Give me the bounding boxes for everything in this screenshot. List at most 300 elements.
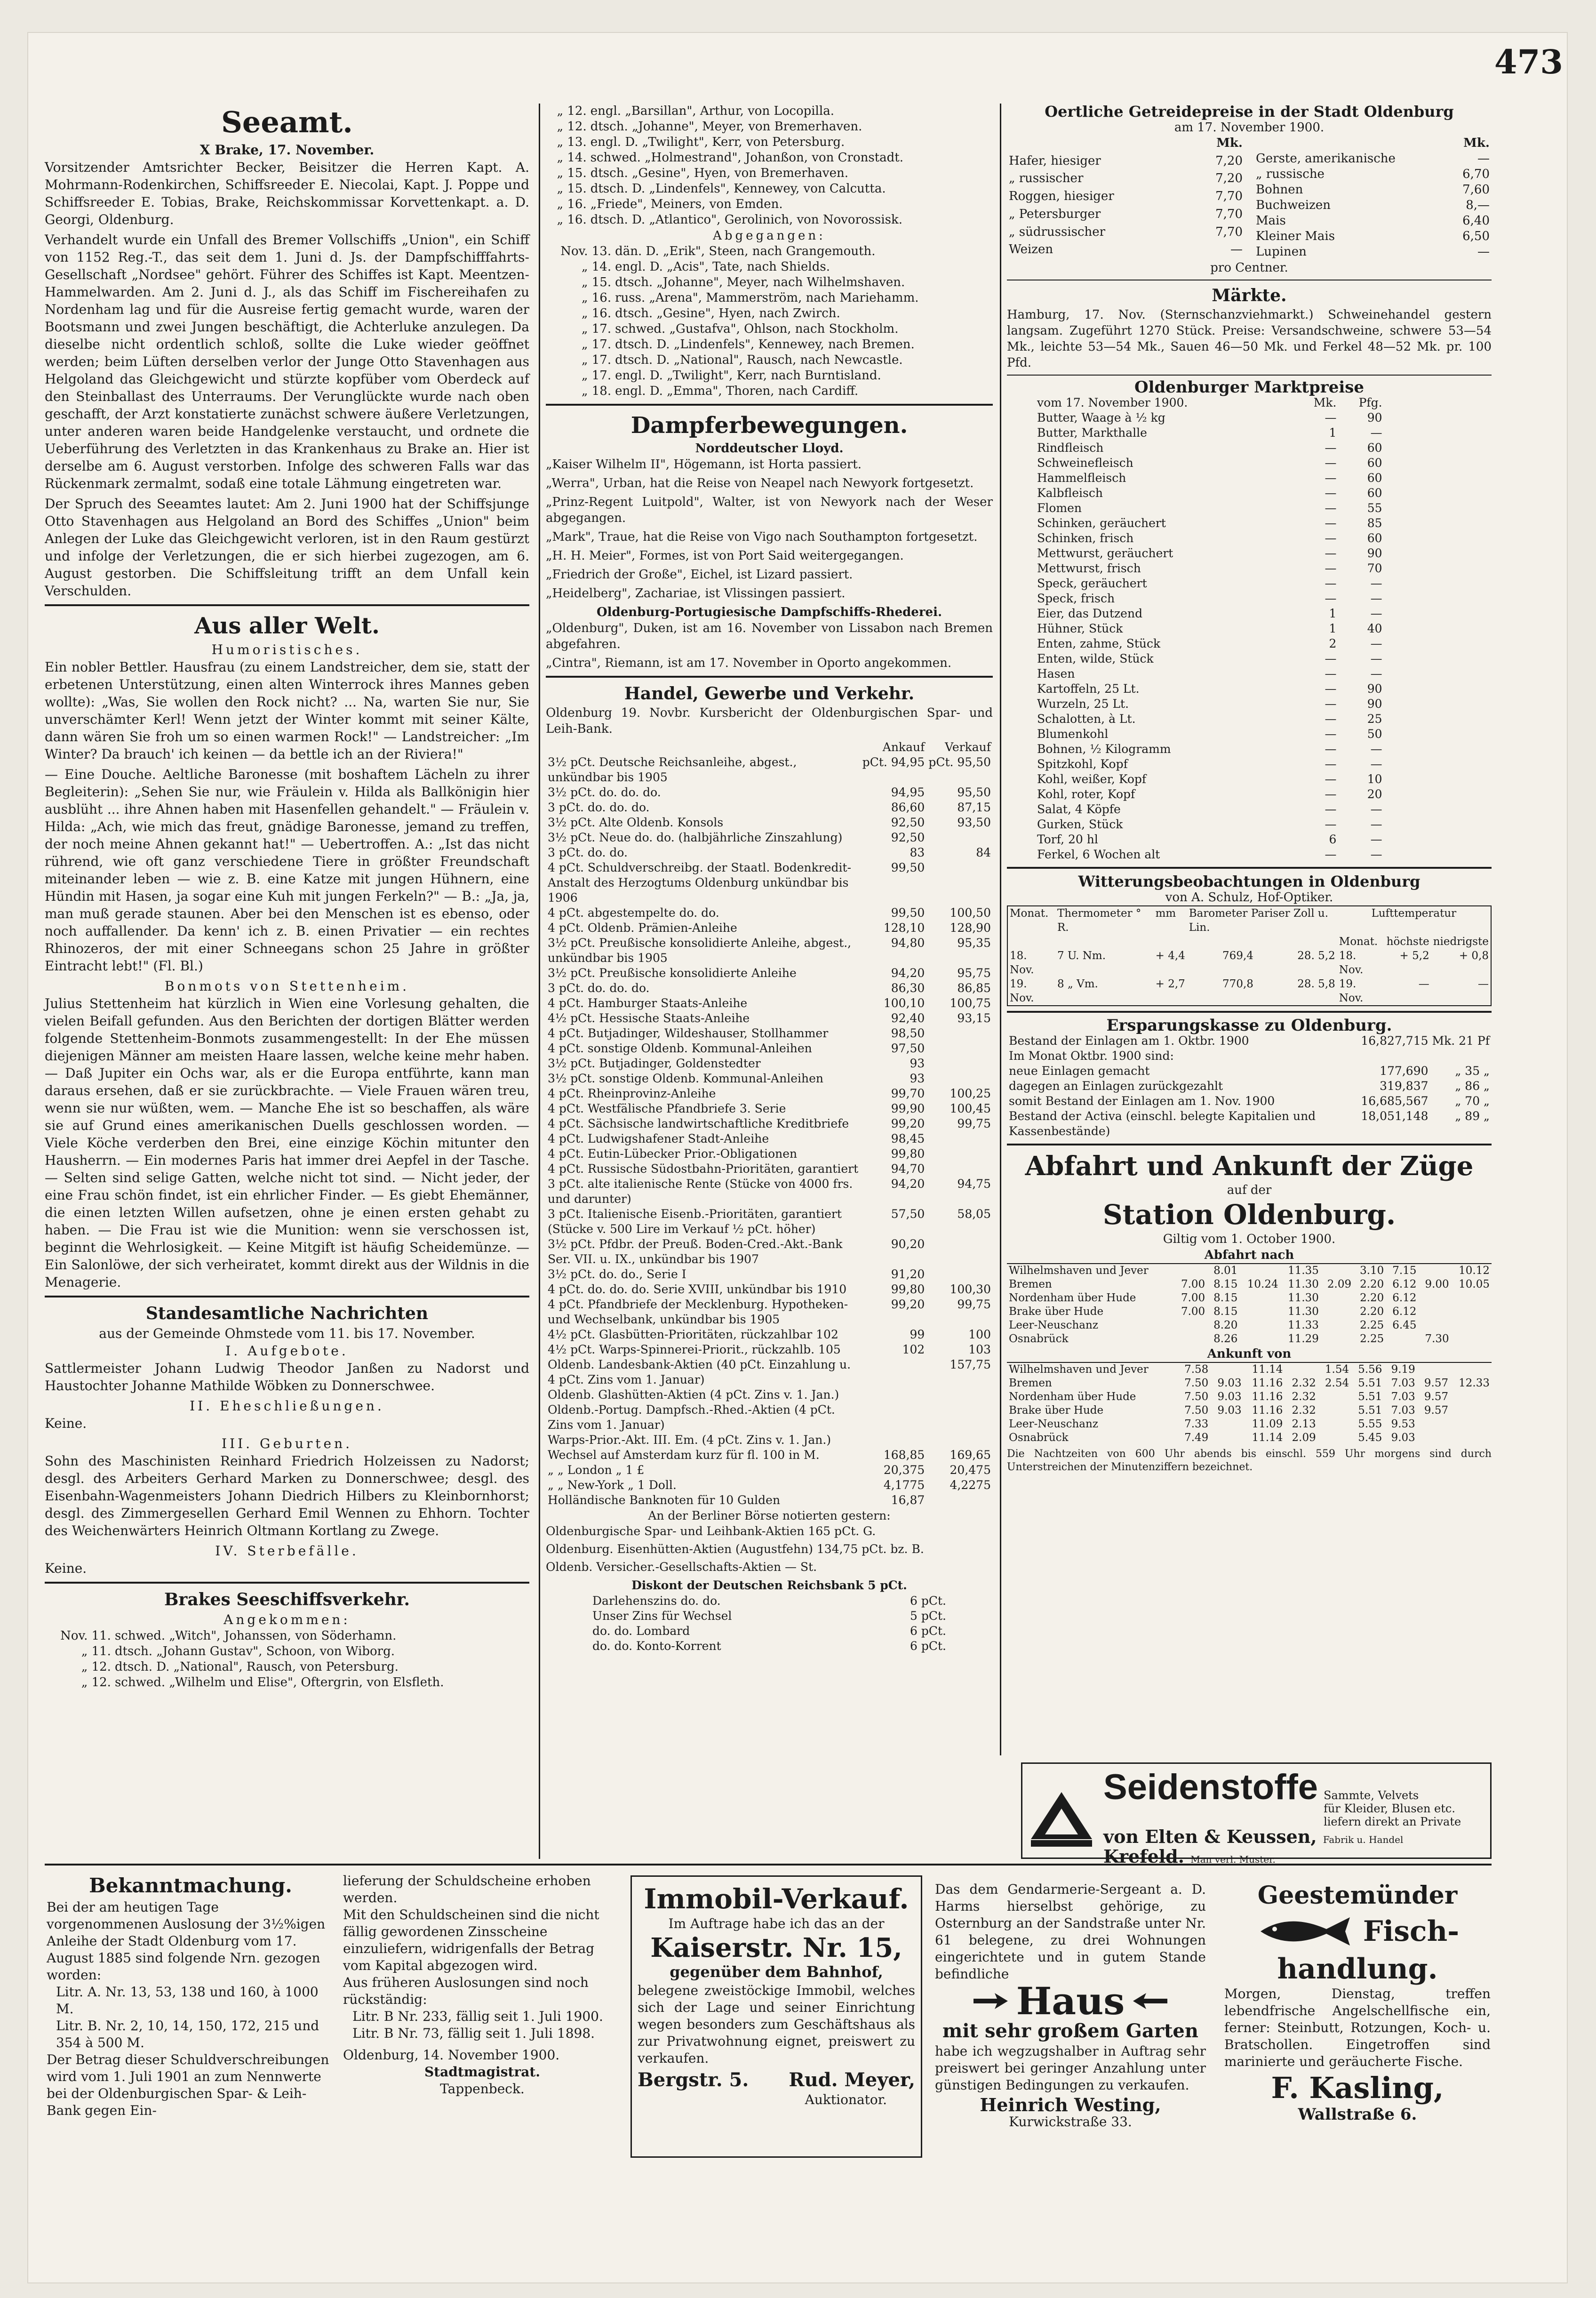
table-cell: Torf, 20 hl — [1037, 833, 1098, 846]
table-cell: — — [1325, 501, 1337, 515]
table-cell — [926, 1433, 993, 1448]
immobil-text2: belegene zweistöckige Immobil, welches sich der Lage und seiner Einrichtung wegen besonders zum Geschäftshaus als zur Privatwohnung eignet, preiswert zu verkaufen. — [638, 1983, 915, 2066]
table-cell: 50 — [1367, 727, 1382, 741]
table-cell: Darlehenszins do. do. — [592, 1594, 721, 1608]
dampfer-item: „Werra", Urban, hat die Reise von Neapel nach Newyork fortgesetzt. — [546, 476, 974, 490]
bekannt2-r1: Litr. B Nr. 233, fällig seit 1. Juli 1900. — [352, 2009, 603, 2024]
table-cell: 7,20 — [1215, 171, 1243, 186]
table-cell: 9.19 — [1391, 1363, 1415, 1376]
table-cell: 5.51 — [1358, 1404, 1382, 1417]
table-cell: 9.03 — [1217, 1391, 1242, 1403]
table-cell: 5.45 — [1358, 1432, 1382, 1444]
kurs-row — [546, 936, 993, 966]
table-cell: 7.03 — [1391, 1377, 1415, 1389]
table-cell: 2.32 — [1292, 1377, 1316, 1389]
kurs-row — [546, 1237, 993, 1267]
table-cell: 3 pCt. do. do. do. — [548, 981, 650, 995]
table-cell: pCt. 95,50 — [928, 755, 991, 769]
ship-entry: schwed. „Witch", Johanssen, von Söderhamn. — [114, 1629, 397, 1643]
table-cell: 99,50 — [891, 906, 925, 920]
table-cell: 16,87 — [891, 1493, 925, 1507]
standesamt-heading: I. Aufgebote. — [225, 1343, 349, 1359]
sparkasse-table — [1007, 1033, 1492, 1139]
table-cell: 18. Nov. — [1010, 950, 1034, 976]
seide-line: liefern direkt an Private — [1324, 1815, 1461, 1828]
table-cell: — — [1370, 577, 1382, 590]
table-cell: dtsch. D. „National", Rausch, nach Newcastle. — [615, 353, 903, 367]
bekannt2-text3: Aus früheren Auslosungen sind noch rückständig: — [343, 1975, 589, 2007]
table-cell: 4 pCt. abgestempelte do. do. — [548, 906, 719, 920]
table-cell: dtsch. D. „Atlantico", Gerolinich, von Novorossisk. — [590, 213, 903, 227]
table-cell: „ südrussischer — [1009, 224, 1106, 239]
table-cell — [926, 1026, 993, 1041]
table-cell: Schalotten, à Lt. — [1037, 712, 1136, 726]
table-cell: 90 — [1367, 682, 1382, 696]
bekanntmachung-continued — [341, 1871, 623, 2167]
getreide-row — [1254, 198, 1492, 213]
table-cell: 98,50 — [891, 1026, 925, 1040]
table-cell: 8.20 — [1213, 1319, 1238, 1331]
table-cell: 93,50 — [957, 816, 991, 829]
marktpreise-table — [1035, 395, 1384, 862]
table-cell: do. do. Lombard — [592, 1624, 690, 1638]
dampfer-item: „Heidelberg", Zachariae, ist Vlissingen passiert. — [546, 586, 846, 601]
ship-row — [546, 166, 993, 181]
table-cell: 7.50 — [1184, 1391, 1209, 1403]
zuege-valid: Giltig vom 1. October 1900. — [1163, 1232, 1336, 1246]
table-cell: „ 18. — [582, 384, 612, 398]
divider — [45, 604, 529, 606]
table-header — [1035, 395, 1384, 410]
immobil-title: Immobil-Verkauf. — [644, 1883, 909, 1915]
col-mk: Mk. — [1313, 396, 1337, 409]
table-cell: 11.33 — [1288, 1319, 1319, 1331]
fish-icon — [1256, 1910, 1359, 1953]
table-cell: 6.12 — [1392, 1305, 1417, 1318]
table-cell: 6,70 — [1462, 167, 1490, 181]
ankunft-label: Ankunft von — [1207, 1347, 1292, 1361]
table-cell: 8.01 — [1213, 1265, 1238, 1277]
ship-row — [546, 337, 993, 352]
table-cell: 99,75 — [957, 1297, 991, 1311]
table-cell: 94,80 — [891, 936, 925, 950]
table-cell: „ „ New-York „ 1 Doll. — [548, 1478, 677, 1492]
kurs-row — [546, 1101, 993, 1116]
table-cell — [1210, 1417, 1243, 1431]
getreide-row — [1254, 151, 1492, 167]
marktpreis-row — [1035, 410, 1384, 425]
table-cell: Mais — [1256, 214, 1286, 228]
table-cell: Hasen — [1037, 667, 1075, 681]
ship-row — [546, 197, 993, 212]
column-rule — [539, 104, 540, 1859]
haus-text: Das dem Gendarmerie-Sergeant a. D. Harms hierselbst gehörige, zu Osternburg an der Sandstraße unter Nr. 61 belegene, zu drei Wohnungen eingerichtete und in gutem Stande befindliche — [935, 1882, 1206, 1982]
table-cell: 97,50 — [891, 1041, 925, 1055]
table-cell: 2.25 — [1360, 1333, 1384, 1345]
getreide-row — [1254, 167, 1492, 182]
table-cell — [1318, 1390, 1351, 1404]
ship-date: „ 12. — [81, 1675, 111, 1689]
table-cell: — — [1325, 577, 1337, 590]
table-cell: 4,1775 — [883, 1478, 925, 1492]
table-cell: Blumenkohl — [1037, 727, 1109, 741]
table-cell: 4½ pCt. Hessische Staats-Anleihe — [548, 1011, 750, 1025]
wetter-head: niedrigste — [1433, 936, 1489, 948]
table-cell: — — [1370, 757, 1382, 771]
table-cell: 90 — [1367, 697, 1382, 711]
table-cell: 9.00 — [1425, 1278, 1449, 1290]
table-cell: 9.03 — [1217, 1377, 1242, 1389]
divider — [546, 676, 993, 678]
kurs-row — [546, 1011, 993, 1026]
table-cell: 25 — [1367, 712, 1382, 726]
table-cell: — — [1325, 817, 1337, 831]
table-cell: — — [1478, 978, 1489, 990]
table-cell: 70 — [1367, 561, 1382, 575]
getreide-row — [1007, 189, 1245, 207]
table-cell: 4 pCt. Westfälische Pfandbriefe 3. Serie — [548, 1102, 786, 1115]
table-cell — [926, 1071, 993, 1086]
marktpreis-row — [1035, 576, 1384, 591]
table-cell: 11.14 — [1252, 1432, 1283, 1444]
table-cell: somit Bestand der Einlagen am 1. Nov. 1900 — [1009, 1094, 1275, 1108]
dampfer-item: „Prinz-Regent Luitpold", Walter, ist von Newyork nach der Weser abgegangen. — [546, 495, 993, 525]
ship-row — [546, 259, 993, 275]
immobil-name: Rud. Meyer, — [789, 2069, 915, 2091]
table-cell: 6,40 — [1462, 214, 1490, 228]
seide-maker: von Elten & Keussen, — [1103, 1826, 1317, 1847]
zuege-sub: auf der — [1227, 1183, 1272, 1197]
table-cell: — — [1325, 652, 1337, 665]
table-cell: 3½ pCt. Preußische konsolidierte Anleihe, abgest., unkündbar bis 1905 — [548, 936, 852, 965]
table-cell — [1359, 1049, 1430, 1064]
table-cell — [1239, 1319, 1280, 1332]
kurs-row — [546, 800, 993, 815]
divider — [1007, 1011, 1492, 1013]
ankunft-table — [1007, 1362, 1492, 1445]
sparkasse-row — [1007, 1033, 1492, 1049]
kurs-row — [546, 981, 993, 996]
table-cell: Brake über Hude — [1009, 1404, 1104, 1417]
table-cell: 10.24 — [1247, 1278, 1278, 1290]
table-cell: 1 — [1329, 426, 1337, 440]
table-cell: „ 16. — [582, 291, 612, 305]
pointing-hand-icon — [971, 1989, 1009, 2013]
getreide-left — [1007, 136, 1245, 260]
fisch-ad — [1219, 1875, 1496, 2158]
boerse-item: Oldenb. Versicher.-Gesellschafts-Aktien — St. — [546, 1560, 817, 1574]
table-cell: 7.00 — [1181, 1292, 1205, 1304]
table-cell: 8.26 — [1213, 1333, 1238, 1345]
table-cell: „ 15. — [582, 275, 612, 289]
table-cell: schwed. „Gustafva", Ohlson, nach Stockholm. — [615, 322, 899, 336]
table-cell: Leer-Neuschanz — [1009, 1418, 1098, 1430]
table-cell: 5.51 — [1358, 1377, 1382, 1389]
table-cell: 18,051,148 — [1361, 1109, 1428, 1123]
table-cell: 4 pCt. Butjadinger, Wildeshauser, Stollhammer — [548, 1026, 829, 1040]
dampfer-sub: Norddeutscher Lloyd. — [695, 441, 844, 456]
table-cell — [1318, 1417, 1351, 1431]
table-cell: 4½ pCt. Glasbütten-Prioritäten, rückzahlbar 102 — [548, 1328, 838, 1341]
seide-city: Krefeld. — [1103, 1846, 1184, 1867]
table-cell: 6.12 — [1392, 1278, 1417, 1290]
table-cell: 92,40 — [891, 1011, 925, 1025]
wetter-head: Thermometer ° R. — [1057, 907, 1141, 934]
table-cell: 10.12 — [1459, 1265, 1490, 1277]
table-cell — [1451, 1332, 1492, 1346]
table-cell: — — [1370, 426, 1382, 440]
table-cell: 95,75 — [957, 966, 991, 980]
table-cell: 1 — [1329, 607, 1337, 620]
table-cell: 8 „ Vm. — [1057, 978, 1098, 990]
table-cell: — — [1325, 561, 1337, 575]
table-cell: „ 12. — [557, 120, 587, 134]
table-cell — [1450, 1404, 1492, 1417]
zuege-title: Abfahrt und Ankunft der Züge — [1025, 1151, 1474, 1182]
table-cell: 90 — [1367, 411, 1382, 424]
ship-entry: dtsch. D. „National", Rausch, von Petersburg. — [114, 1660, 399, 1674]
table-cell: engl. D. „Acis", Tate, nach Shields. — [615, 260, 830, 274]
table-cell: Osnabrück — [1009, 1432, 1069, 1444]
kurs-row — [546, 1402, 993, 1433]
ship-entry: schwed. „Wilhelm und Elise", Oftergrin, von Elsfleth. — [114, 1675, 444, 1689]
diskont-row — [591, 1609, 948, 1624]
table-cell: Bohnen, ½ Kilogramm — [1037, 742, 1171, 756]
standesamt-heading: II. Eheschließungen. — [190, 1398, 384, 1414]
bottom-rule — [45, 1864, 1492, 1866]
table-cell — [1450, 1431, 1492, 1445]
bekannt2-text2: Mit den Schuldscheinen sind die nicht fällig gewordenen Zinsscheine einzuliefern, widrigenfalls der Betrag vom Kapital abgezogen wird. — [343, 1907, 599, 1973]
table-cell — [1417, 1417, 1450, 1431]
getreide-row — [1254, 229, 1492, 244]
standesamt-intro: aus der Gemeinde Ohmstede vom 11. bis 17. November. — [99, 1326, 475, 1341]
kurs-row — [546, 755, 993, 785]
seidenstoffe-ad — [1021, 1762, 1492, 1867]
table-cell: „ 13. — [557, 135, 587, 149]
table-cell: neue Einlagen gemacht — [1009, 1064, 1150, 1078]
kurs-row — [546, 1041, 993, 1056]
aus-aller-welt-title: Aus aller Welt. — [194, 613, 380, 639]
table-cell: — — [1325, 471, 1337, 485]
table-cell: Hammelfleisch — [1037, 471, 1126, 485]
table-cell: Unser Zins für Wechsel — [592, 1609, 732, 1623]
table-cell — [1451, 1291, 1492, 1305]
table-cell: — — [1325, 486, 1337, 500]
table-cell: 11.16 — [1252, 1377, 1283, 1389]
table-cell: 3½ pCt. Preußische konsolidierte Anleihe — [548, 966, 797, 980]
table-cell — [1239, 1332, 1280, 1346]
table-cell: „ 35 „ — [1455, 1064, 1490, 1078]
table-cell: 2.20 — [1360, 1278, 1384, 1290]
table-cell — [1174, 1332, 1207, 1346]
table-cell: 2.09 — [1292, 1432, 1316, 1444]
bonmots-paragraph: Julius Stettenheim hat kürzlich in Wien eine Vorlesung gehalten, die vielen Beifall gefunden. Aus den Berichten der dortigen Blätter werden folgende Stettenheim-Bonmots zusammengestellt: In der Ehe müssen diejenigen Männer am meisten Haare lassen, welche keine mehr haben. — Daß Jupiter ein Ochs war, als er die Europa entführte, kann man daraus ersehen, daß er sie zurückbrachte. — Viele Frauen wären treu, wenn sie nur wüßten, wem. — Manche Ehe ist so beschaffen, als wäre sie auf Grund eines amerikanischen Duells geschlossen worden. — Viele Köche verderben den Brei, eine einzige Köchin mitunter den Hausherrn. — Ein modernes Paris hat immer drei Aepfel in der Tasche. — Selten sind selige Gatten, welche nicht tot sind. — Nicht jeder, der eine Frau schön findet, ist ein ehrlicher Finder. — Es giebt Ehemänner, die einen letzten Willen aufsetzen, ohne je einen ersten gehabt zu haben. — Die Frau ist wie die Munition: wenn sie verschossen ist, beginnt die Wehrlosigkeit. — Keine Mitgift ist häufig Scheidemünze. — Ein Salonlöwe, der sich verheiratet, kommt direkt aus der Wildnis in die Menagerie. — [45, 996, 529, 1290]
table-cell: Im Monat Oktbr. 1900 sind: — [1009, 1049, 1174, 1063]
col-buy: Ankauf — [882, 740, 925, 754]
table-cell: + 4,4 — [1155, 950, 1185, 962]
wetter-head: höchste — [1386, 936, 1429, 948]
table-cell: 92,50 — [891, 831, 925, 844]
kurs-row — [546, 1131, 993, 1146]
table-cell: 10 — [1367, 772, 1382, 786]
immobil-text: Im Auftrage habe ich das an der — [668, 1916, 885, 1931]
table-cell: 40 — [1367, 622, 1382, 635]
table-cell: — — [1477, 245, 1490, 259]
divider — [45, 1296, 529, 1297]
marktpreis-row — [1035, 712, 1384, 727]
ship-entry: dtsch. „Johann Gustav", Schoon, von Wiborg. — [114, 1644, 395, 1658]
seide-brand: Seidenstoffe — [1103, 1767, 1318, 1807]
table-cell: 20,475 — [950, 1463, 991, 1477]
train-row — [1007, 1278, 1492, 1291]
table-cell: „ russischer — [1009, 171, 1084, 186]
table-cell: 1.54 — [1325, 1363, 1349, 1376]
table-cell: 6 pCt. — [910, 1624, 946, 1638]
table-cell: 100,75 — [950, 996, 991, 1010]
getreide-row — [1007, 171, 1245, 189]
table-cell: Schinken, frisch — [1037, 531, 1134, 545]
table-cell: 90 — [1367, 546, 1382, 560]
table-cell — [1418, 1319, 1451, 1332]
table-cell: 769,4 — [1222, 950, 1253, 962]
table-cell — [926, 1237, 993, 1267]
diskont-row — [591, 1624, 948, 1639]
table-cell: 28. 5,2 — [1297, 950, 1335, 962]
table-cell: — — [1418, 978, 1429, 990]
table-cell: Flomen — [1037, 501, 1082, 515]
table-cell: Wilhelmshaven und Jever — [1009, 1363, 1149, 1376]
table-cell — [1210, 1362, 1243, 1377]
table-cell: + 5,2 — [1399, 950, 1429, 962]
immobil-ad — [630, 1875, 922, 2158]
diskont-title: Diskont der Deutschen Reichsbank 5 pCt. — [631, 1578, 907, 1592]
kurs-row — [546, 1086, 993, 1101]
table-cell: Hühner, Stück — [1037, 622, 1123, 635]
table-cell: Nordenham über Hude — [1009, 1391, 1136, 1403]
table-cell: 3 pCt. alte italienische Rente (Stücke von 4000 frs. und darunter) — [548, 1177, 853, 1206]
table-cell: 2.54 — [1325, 1377, 1349, 1389]
marktpreis-row — [1035, 666, 1384, 681]
table-cell: 11.14 — [1252, 1363, 1283, 1376]
table-cell — [926, 830, 993, 845]
table-cell: Kalbfleisch — [1037, 486, 1103, 500]
table-cell: 19. Nov. — [1010, 978, 1034, 1004]
table-cell: Weizen — [1009, 242, 1053, 257]
table-cell: 103 — [968, 1343, 991, 1356]
seide-small: Fabrik u. Handel — [1323, 1834, 1404, 1845]
boerse-title: An der Berliner Börse notierten gestern: — [648, 1509, 891, 1522]
kurs-row — [546, 860, 993, 905]
ship-row — [546, 150, 993, 166]
sparkasse-row — [1007, 1109, 1492, 1139]
table-cell: — — [1370, 833, 1382, 846]
standesamt-text: Sattlermeister Johann Ludwig Theodor Janßen zu Nadorst und Haustochter Johanne Mathilde Wöbken zu Donnerschwee. — [45, 1361, 529, 1393]
table-cell: — — [1370, 652, 1382, 665]
marktpreis-row — [1035, 787, 1384, 802]
marktpreise-date: vom 17. November 1900. — [1037, 396, 1188, 409]
table-cell — [1321, 1291, 1353, 1305]
ship-row — [546, 104, 993, 119]
table-cell: 100,25 — [950, 1087, 991, 1100]
train-row — [1007, 1431, 1492, 1445]
table-cell: 83 — [910, 846, 925, 859]
dampfer-item: „Oldenburg", Duken, ist am 16. November von Lissabon nach Bremen abgefahren. — [546, 621, 993, 651]
table-cell: 7,70 — [1215, 207, 1243, 221]
table-cell — [1451, 1319, 1492, 1332]
table-cell: 3½ pCt. sonstige Oldenb. Kommunal-Anleihen — [548, 1072, 823, 1085]
seide-line: Sammte, Velvets — [1324, 1789, 1419, 1802]
table-cell: Eier, das Dutzend — [1037, 607, 1143, 620]
table-cell: — — [1230, 242, 1243, 257]
kurs-row — [546, 966, 993, 981]
unit-label: Mk. — [1463, 136, 1490, 150]
table-cell: 98,45 — [891, 1132, 925, 1145]
table-cell: 11.29 — [1288, 1333, 1319, 1345]
marktpreis-row — [1035, 636, 1384, 651]
bekanntmachung-ad — [45, 1871, 336, 2167]
table-cell: „ russische — [1256, 167, 1325, 181]
table-cell: „ Petersburger — [1009, 207, 1101, 221]
table-cell: 7.30 — [1425, 1333, 1449, 1345]
table-cell — [1321, 1264, 1353, 1278]
table-cell: Kohl, roter, Kopf — [1037, 787, 1135, 801]
table-cell: „ 16. — [557, 197, 587, 211]
table-cell: Wechsel auf Amsterdam kurz für fl. 100 in M. — [548, 1448, 820, 1462]
table-cell: 2.20 — [1360, 1305, 1384, 1318]
table-cell: Bohnen — [1256, 183, 1303, 197]
table-cell: 87,15 — [957, 801, 991, 814]
humor-subtitle: Humoristisches. — [211, 642, 363, 657]
table-cell: 9.57 — [1424, 1404, 1449, 1417]
table-cell: 7.50 — [1184, 1377, 1209, 1389]
table-cell: 7,60 — [1462, 183, 1490, 197]
table-cell: 7.00 — [1181, 1305, 1205, 1318]
table-cell: Butter, Waage à ½ kg — [1037, 411, 1165, 424]
table-cell: — — [1325, 787, 1337, 801]
column-3 — [1007, 104, 1492, 1755]
table-cell: dtsch. „Gesine", Hyen, von Bremerhaven. — [590, 166, 848, 180]
table-cell: 2.25 — [1360, 1319, 1384, 1331]
ship-row — [546, 212, 993, 228]
marktpreis-row — [1035, 772, 1384, 787]
table-cell: — — [1325, 697, 1337, 711]
handel-title: Handel, Gewerbe und Verkehr. — [624, 684, 915, 704]
table-cell: „ 86 „ — [1455, 1079, 1490, 1093]
table-cell: engl. D. „Twilight", Kerr, von Petersburg. — [590, 135, 845, 149]
table-cell: Butter, Markthalle — [1037, 426, 1147, 440]
dampfer-item: „Mark", Traue, hat die Reise von Vigo nach Southampton fortgesetzt. — [546, 530, 978, 544]
table-cell: 770,8 — [1222, 978, 1253, 990]
table-cell: 18. Nov. — [1339, 950, 1364, 976]
table-cell: Kleiner Mais — [1256, 229, 1335, 243]
wetter-title: Witterungsbeobachtungen in Oldenburg — [1078, 873, 1420, 890]
table-cell: 1 — [1329, 622, 1337, 635]
table-cell: „ 17. — [582, 368, 612, 383]
train-row — [1007, 1404, 1492, 1417]
zuege-station: Station Oldenburg. — [1102, 1199, 1396, 1231]
table-cell: Buchweizen — [1256, 198, 1331, 212]
table-cell: Hafer, hiesiger — [1009, 153, 1101, 168]
table-cell — [926, 1493, 993, 1508]
table-cell: 3½ pCt. do. do. do. — [548, 785, 661, 799]
kurs-row — [546, 1327, 993, 1342]
table-cell: 28. 5,8 — [1297, 978, 1335, 990]
boerse-item: Oldenburgische Spar- und Leihbank-Aktien 165 pCt. G. — [546, 1524, 876, 1538]
table-cell: Wurzeln, 25 Lt. — [1037, 697, 1129, 711]
brakes-title: Brakes Seeschiffsverkehr. — [164, 1590, 410, 1609]
table-cell: Rindfleisch — [1037, 441, 1104, 455]
train-row — [1007, 1291, 1492, 1305]
